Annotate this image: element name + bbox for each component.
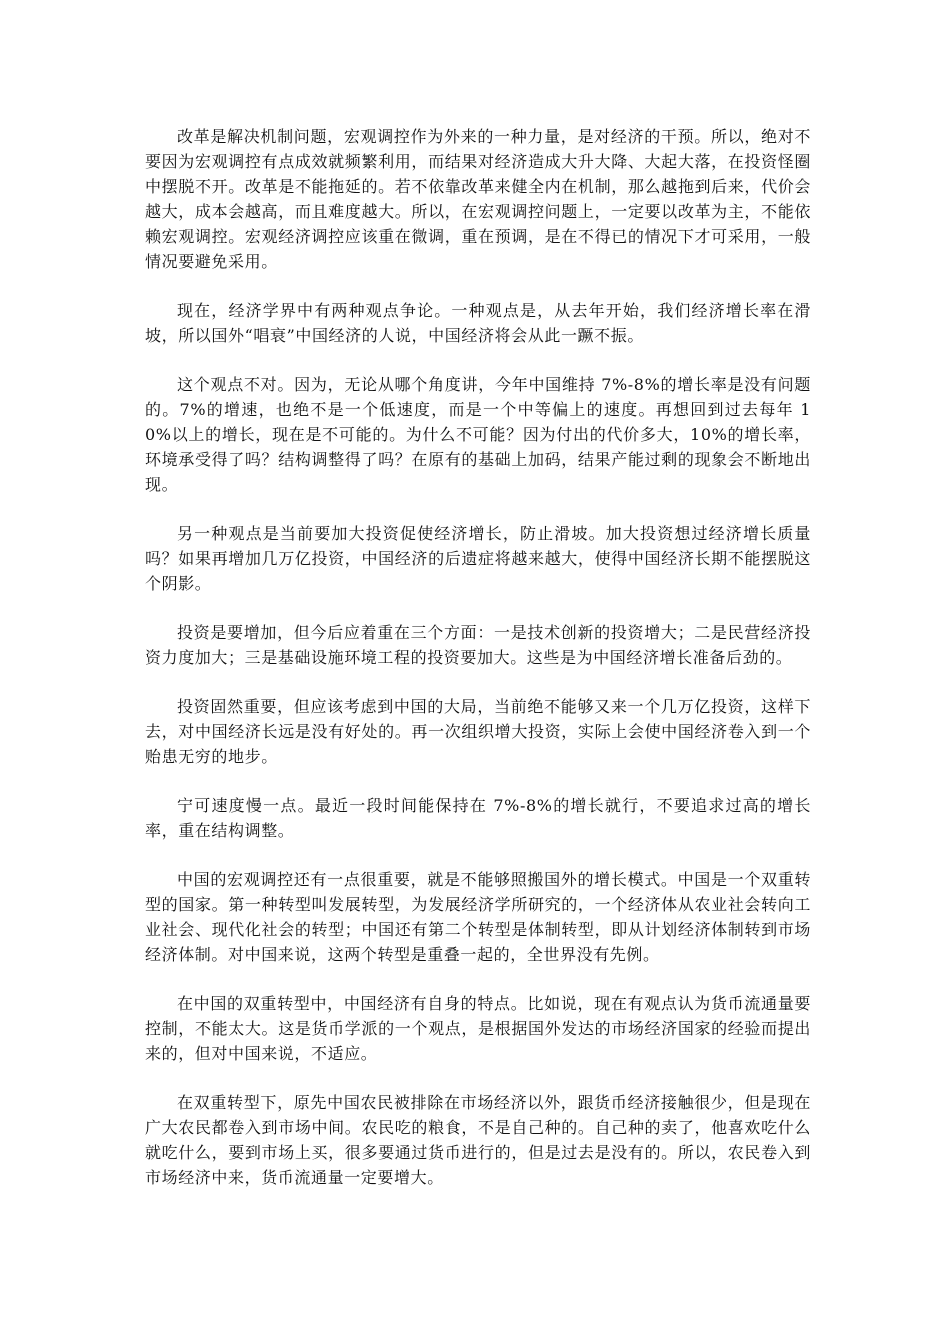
paragraph-7: 宁可速度慢一点。最近一段时间能保持在 7%-8%的增长就行，不要追求过高的增长率，重在结构调整。: [145, 796, 811, 840]
paragraph-10: 在双重转型下，原先中国农民被排除在市场经济以外，跟货币经济接触很少，但是现在广大农民都卷入到市场中间。农民吃的粮食，不是自己种的。自己种的卖了，他喜欢吃什么就吃什么，要到市场上买，很多要通过货币进行的，但是过去是没有的。所以，农民卷入到市场经济中来，货币流通量一定要增大。: [145, 1093, 811, 1187]
paragraph-4: 另一种观点是当前要加大投资促使经济增长，防止滑坡。加大投资想过经济增长质量吗？如果再增加几万亿投资，中国经济的后遗症将越来越大，使得中国经济长期不能摆脱这个阴影。: [145, 524, 811, 593]
paragraph-6: 投资固然重要，但应该考虑到中国的大局，当前绝不能够又来一个几万亿投资，这样下去，对中国经济长远是没有好处的。再一次组织增大投资，实际上会使中国经济卷入到一个贻患无穷的地步。: [145, 697, 811, 766]
paragraph-8: 中国的宏观调控还有一点很重要，就是不能够照搬国外的增长模式。中国是一个双重转型的国家。第一种转型叫发展转型，为发展经济学所研究的，一个经济体从农业社会转向工业社会、现代化社会的转型；中国还有第二个转型是体制转型，即从计划经济体制转到市场经济体制。对中国来说，这两个转型是重叠一起的，全世界没有先例。: [145, 870, 811, 964]
article-body: [145, 124, 811, 1214]
paragraph-3: 这个观点不对。因为，无论从哪个角度讲，今年中国维持 7%-8%的增长率是没有问题的。7%的增速，也绝不是一个低速度，而是一个中等偏上的速度。再想回到过去每年 10%以上的增长，现在是不可能的。为什么不可能？因为付出的代价多大，10%的增长率，环境承受得了吗？结构调整得了吗？在原有的基础上加码，结果产能过剩的现象会不断地出现。: [145, 375, 811, 494]
paragraph-2: 现在，经济学界中有两种观点争论。一种观点是，从去年开始，我们经济增长率在滑坡，所以国外“唱衰”中国经济的人说，中国经济将会从此一蹶不振。: [145, 301, 811, 345]
paragraph-9: 在中国的双重转型中，中国经济有自身的特点。比如说，现在有观点认为货币流通量要控制，不能太大。这是货币学派的一个观点，是根据国外发达的市场经济国家的经验而提出来的，但对中国来说，不适应。: [145, 994, 811, 1063]
paragraph-5: 投资是要增加，但今后应着重在三个方面：一是技术创新的投资增大；二是民营经济投资力度加大；三是基础设施环境工程的投资要加大。这些是为中国经济增长准备后劲的。: [145, 623, 811, 667]
paragraph-1: 改革是解决机制问题，宏观调控作为外来的一种力量，是对经济的干预。所以，绝对不要因为宏观调控有点成效就频繁利用，而结果对经济造成大升大降、大起大落，在投资怪圈中摆脱不开。改革是不能拖延的。若不依靠改革来健全内在机制，那么越拖到后来，代价会越大，成本会越高，而且难度越大。所以，在宏观调控问题上，一定要以改革为主，不能依赖宏观调控。宏观经济调控应该重在微调，重在预调，是在不得已的情况下才可采用，一般情况要避免采用。: [145, 127, 811, 271]
